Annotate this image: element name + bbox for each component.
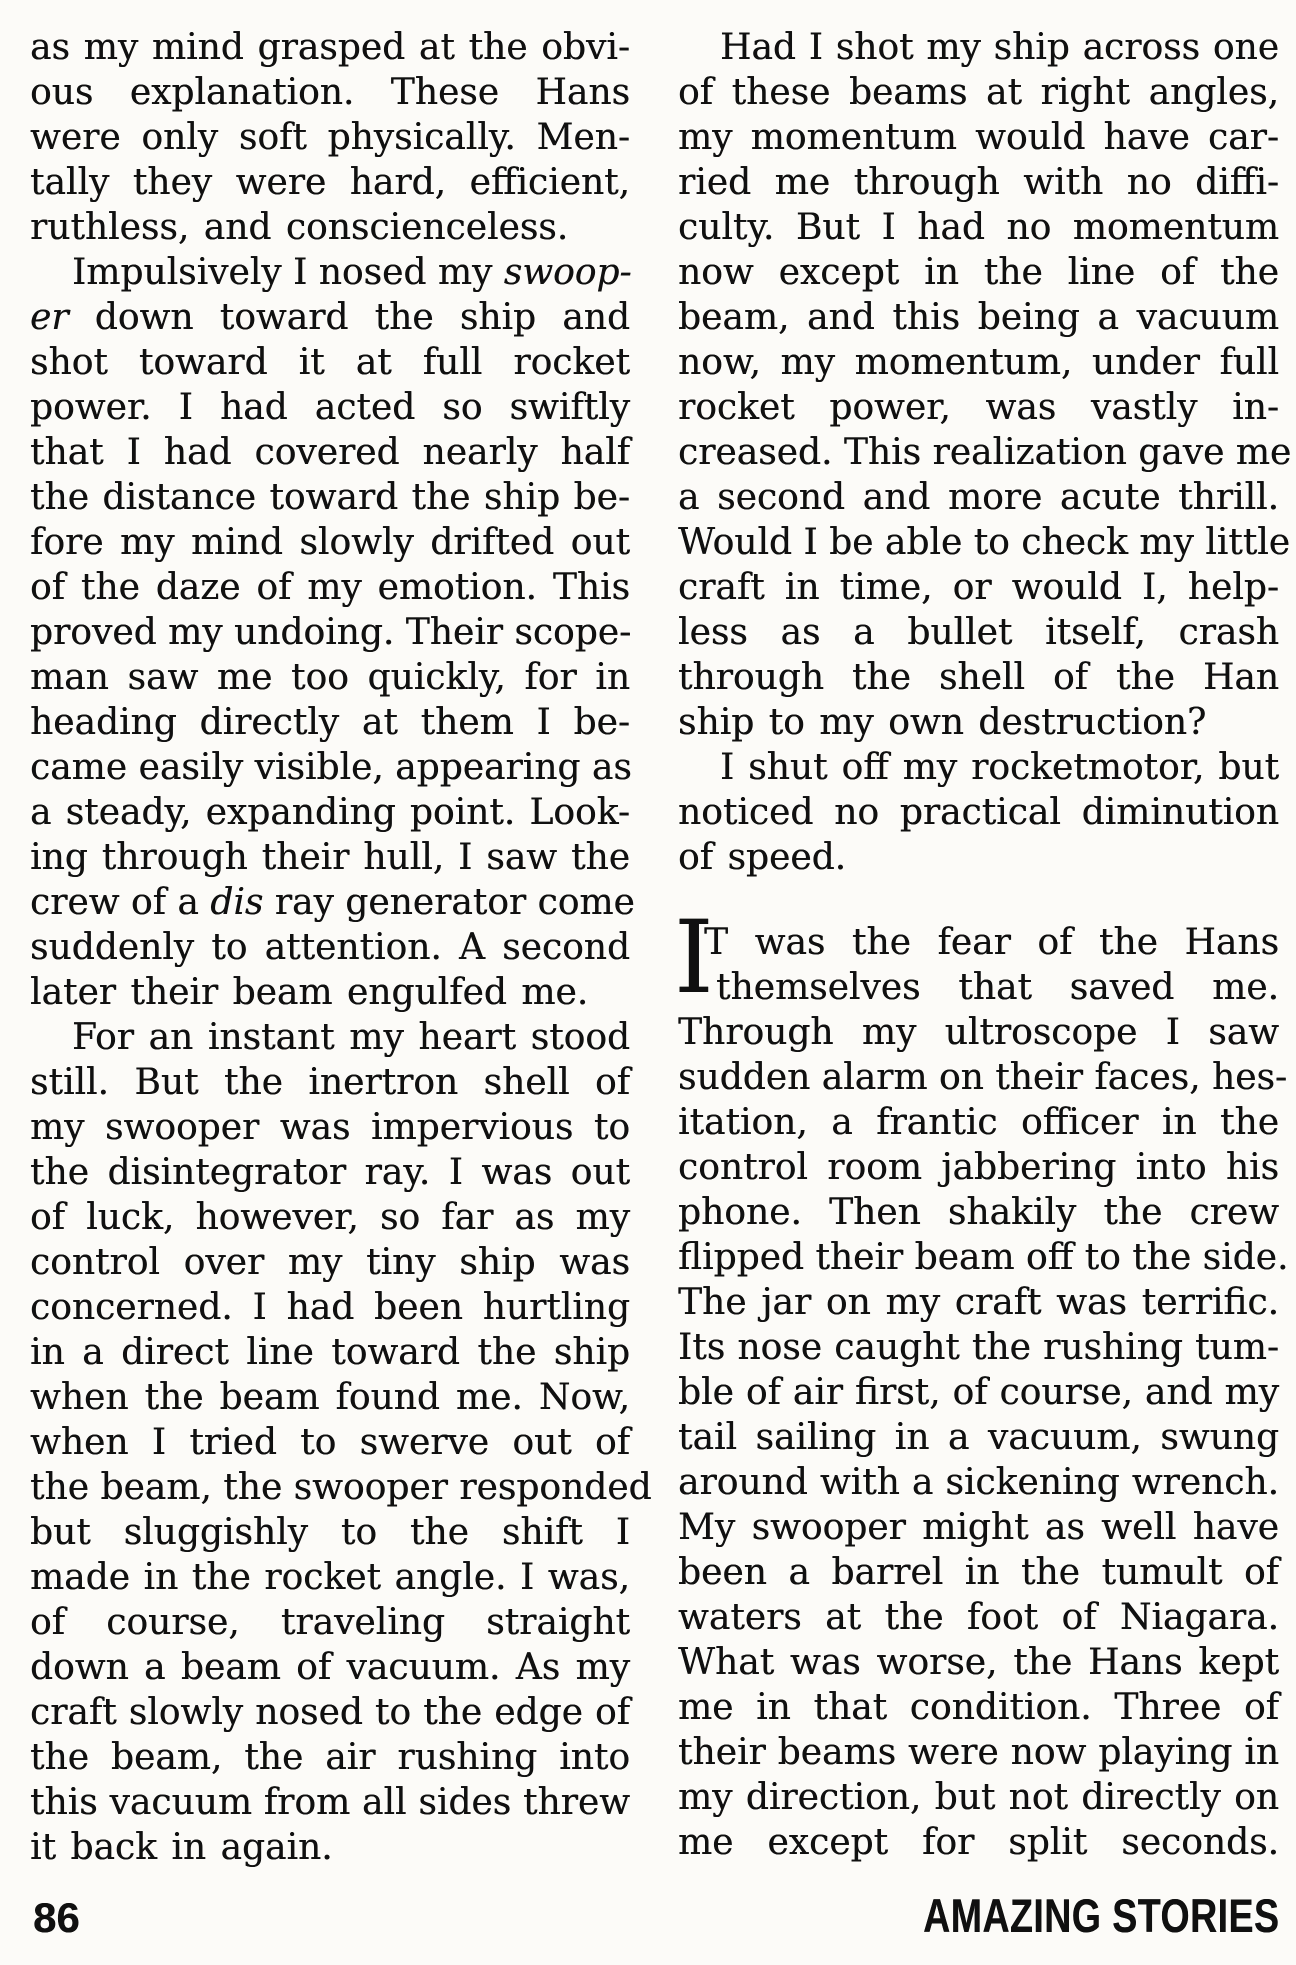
text-line: through the shell of the Han <box>678 657 1279 698</box>
text-line: concerned. I had been hurtling <box>30 1287 630 1328</box>
text-line: My swooper might as well have <box>678 1507 1279 1548</box>
text-line: er down toward the ship and <box>30 297 630 338</box>
text-line: sudden alarm on their faces, hes- <box>678 1057 1288 1098</box>
text-line: Its nose caught the rushing tum- <box>678 1327 1279 1368</box>
text-line: now, my momentum, under full <box>678 342 1279 383</box>
text-line: of speed. <box>678 837 847 878</box>
text-line: in a direct line toward the ship <box>30 1332 630 1373</box>
text-line: themselves that saved me. <box>716 967 1279 1008</box>
text-line: of course, traveling straight <box>30 1602 630 1643</box>
text-line: that I had covered nearly half <box>30 432 630 473</box>
text-line: craft in time, or would I, help- <box>678 567 1279 608</box>
text-line: control room jabbering into his <box>678 1147 1279 1188</box>
text-line: shot toward it at full rocket <box>30 342 630 383</box>
text-line: Through my ultroscope I saw <box>678 1012 1279 1053</box>
magazine-title: AMAZING STORIES <box>922 1889 1279 1942</box>
text-line: their beams were now playing in <box>678 1732 1279 1773</box>
text-line: were only soft physically. Men- <box>30 117 630 158</box>
text-line: came easily visible, appearing as <box>30 747 632 788</box>
text-line: when the beam found me. Now, <box>30 1377 630 1418</box>
text-line: ing through their hull, I saw the <box>30 837 630 878</box>
text-line: power. I had acted so swiftly <box>30 387 630 428</box>
text-line: creased. This realization gave me <box>678 432 1292 473</box>
text-line: phone. Then shakily the crew <box>678 1192 1279 1233</box>
text-line: my swooper was impervious to <box>30 1107 630 1148</box>
text-line: I shut off my rocketmotor, but <box>720 747 1279 788</box>
text-line: heading directly at them I be- <box>30 702 630 743</box>
text-line: now except in the line of the <box>678 252 1279 293</box>
text-line: fore my mind slowly drifted out <box>30 522 630 563</box>
text-line: ship to my own destruction? <box>678 702 1207 743</box>
text-line: it back in again. <box>30 1827 333 1868</box>
page-number: 86 <box>33 1894 80 1941</box>
text-line: T was the fear of the Hans <box>704 922 1279 963</box>
text-line: What was worse, the Hans kept <box>678 1642 1279 1683</box>
text-line: crew of a dis ray generator come <box>30 882 635 923</box>
text-line: Would I be able to check my little <box>678 522 1290 563</box>
text-line: noticed no practical diminution <box>678 792 1279 833</box>
text-line: around with a sickening wrench. <box>678 1462 1279 1503</box>
text-line: For an instant my heart stood <box>72 1017 630 1058</box>
text-line: of luck, however, so far as my <box>30 1197 630 1238</box>
text-line: ruthless, and conscienceless. <box>30 207 569 248</box>
text-line: my direction, but not directly on <box>678 1777 1279 1818</box>
text-line: flipped their beam off to the side. <box>678 1237 1289 1278</box>
drop-cap: I <box>674 899 714 1016</box>
text-line: waters at the foot of Niagara. <box>678 1597 1279 1638</box>
text-line: ried me through with no diffi- <box>678 162 1279 203</box>
text-line: when I tried to swerve out of <box>30 1422 630 1463</box>
text-line: a steady, expanding point. Look- <box>30 792 630 833</box>
text-line: of these beams at right angles, <box>678 72 1279 113</box>
text-line: itation, a frantic officer in the <box>678 1102 1279 1143</box>
text-line: man saw me too quickly, for in <box>30 657 630 698</box>
text-line: beam, and this being a vacuum <box>678 297 1279 338</box>
text-line: rocket power, was vastly in- <box>678 387 1279 428</box>
text-line: the beam, the air rushing into <box>30 1737 630 1778</box>
text-column-left <box>30 25 652 1870</box>
text-line: ble of air first, of course, and my <box>678 1372 1279 1413</box>
paragraph <box>30 25 630 250</box>
text-line: tail sailing in a vacuum, swung <box>678 1417 1279 1458</box>
text-line: Had I shot my ship across one <box>720 27 1279 68</box>
paragraph <box>678 25 1292 745</box>
text-line: me in that condition. Three of <box>678 1687 1279 1728</box>
paragraph <box>674 899 1289 1865</box>
text-line: made in the rocket angle. I was, <box>30 1557 630 1598</box>
text-line: the disintegrator ray. I was out <box>30 1152 630 1193</box>
text-line: down a beam of vacuum. As my <box>30 1647 630 1688</box>
text-line: the distance toward the ship be- <box>30 477 630 518</box>
text-line: suddenly to attention. A second <box>30 927 630 968</box>
text-line: this vacuum from all sides threw <box>30 1782 630 1823</box>
paragraph <box>30 1015 652 1870</box>
text-line: a second and more acute thrill. <box>678 477 1279 518</box>
text-line: less as a bullet itself, crash <box>678 612 1279 653</box>
text-column-right <box>674 25 1292 1865</box>
text-line: but sluggishly to the shift I <box>30 1512 630 1553</box>
text-line: The jar on my craft was terrific. <box>678 1282 1279 1323</box>
paragraph <box>678 745 1279 880</box>
text-line: tally they were hard, efficient, <box>30 162 630 203</box>
text-line: Impulsively I nosed my swoop- <box>72 252 632 293</box>
text-line: as my mind grasped at the obvi- <box>30 27 630 68</box>
text-line: ous explanation. These Hans <box>30 72 630 113</box>
text-line: culty. But I had no momentum <box>678 207 1279 248</box>
text-line: control over my tiny ship was <box>30 1242 630 1283</box>
text-line: later their beam engulfed me. <box>30 972 589 1013</box>
text-line: still. But the inertron shell of <box>30 1062 630 1103</box>
text-line: me except for split seconds. <box>678 1822 1279 1863</box>
text-line: of the daze of my emotion. This <box>30 567 630 608</box>
paragraph <box>30 250 635 1015</box>
text-line: the beam, the swooper responded <box>30 1467 652 1508</box>
text-line: proved my undoing. Their scope- <box>30 612 632 653</box>
text-line: my momentum would have car- <box>678 117 1279 158</box>
text-line: been a barrel in the tumult of <box>678 1552 1279 1593</box>
text-line: craft slowly nosed to the edge of <box>30 1692 630 1733</box>
